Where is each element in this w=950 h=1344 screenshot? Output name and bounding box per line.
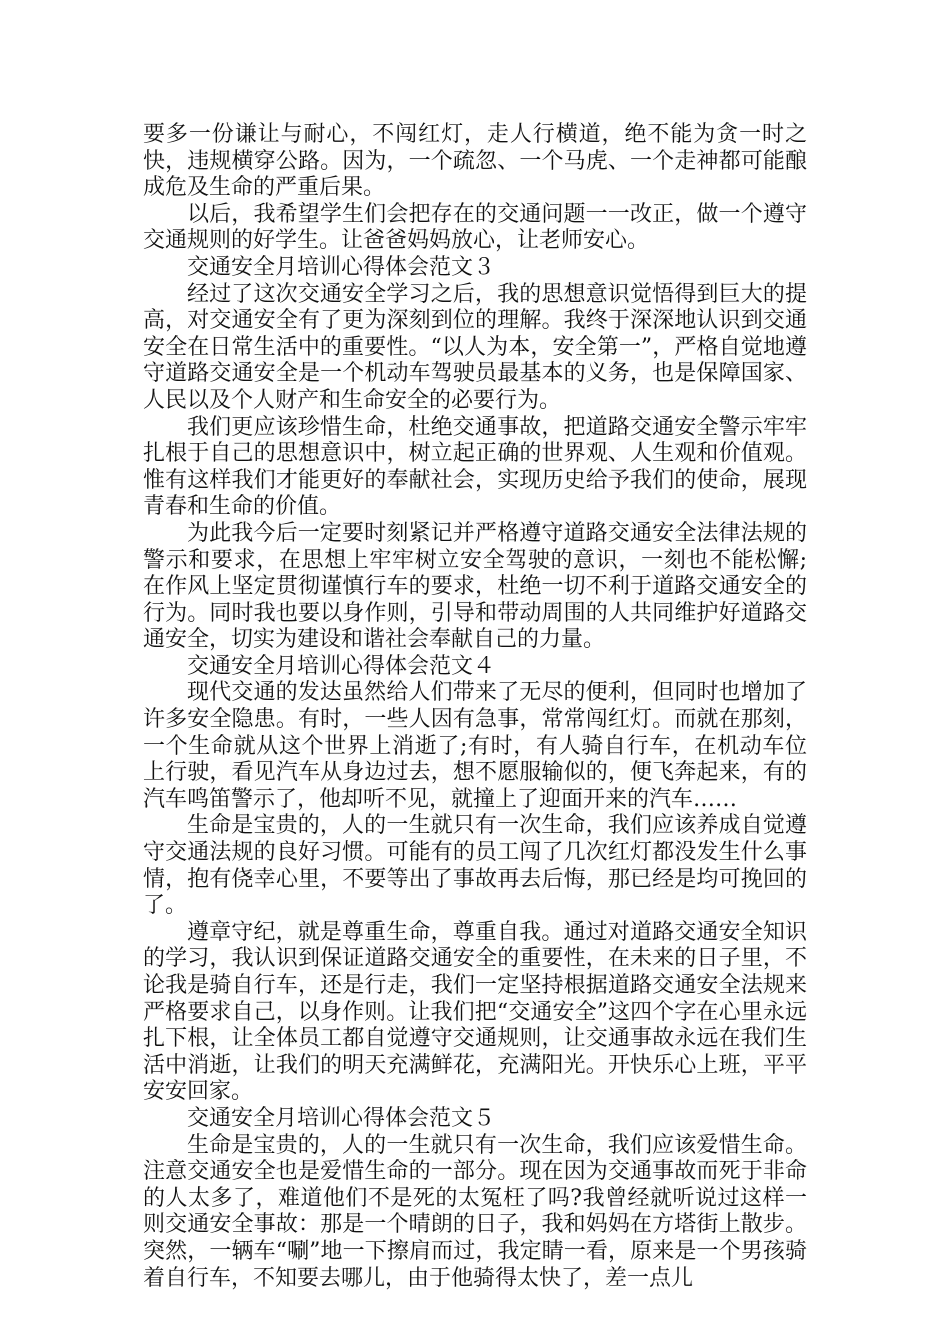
paragraph: 生命是宝贵的，人的一生就只有一次生命，我们应该爱惜生命。注意交通安全也是爱惜生命的一部分。现在因为交通事故而死于非命的人太多了，难道他们不是死的太冤枉了吗?我曾经就听说过这样一则交通安全事故：那是一个晴朗的日子，我和妈妈在方塔街上散步。突然，一辆车“唰”地一下擦肩而过，我定睛一看，原来是一个男孩骑着自行车，不知要去哪儿，由于他骑得太快了，差一点儿 <box>143 1132 807 1291</box>
paragraph: 经过了这次交通安全学习之后，我的思想意识觉悟得到巨大的提高，对交通安全有了更为深刻到位的理解。我终于深深地认识到交通安全在日常生活中的重要性。“以人为本，安全第一”，严格自觉地遵守道路交通安全是一个机动车驾驶员最基本的义务，也是保障国家、人民以及个人财产和生命安全的必要行为。 <box>143 281 807 413</box>
section-heading: 交通安全月培训心得体会范文３ <box>187 254 496 280</box>
paragraph: 为此我今后一定要时刻紧记并严格遵守道路交通安全法律法规的警示和要求，在思想上牢牢树立安全驾驶的意识，一刻也不能松懈;在作风上坚定贯彻谨慎行车的要求，杜绝一切不利于道路交通安全的行为。同时我也要以身作则，引导和带动周围的人共同维护好道路交通安全，切实为建设和谐社会奉献自己的力量。 <box>143 520 807 653</box>
paragraph: 生命是宝贵的，人的一生就只有一次生命，我们应该养成自觉遵守交通法规的良好习惯。可能有的员工闯了几次红灯都没发生什么事情，抱有侥幸心里，不要等出了事故再去后悔，那已经是均可挽回的了。 <box>143 813 807 919</box>
paragraph: 现代交通的发达虽然给人们带来了无尽的便利，但同时也增加了许多安全隐患。有时，一些人因有急事，常常闯红灯。而就在那刻，一个生命就从这个世界上消逝了;有时，有人骑自行车，在机动车位上行驶，看见汽车从身边过去，想不愿服输似的，便飞奔起来，有的汽车鸣笛警示了，他却听不见，就撞上了迎面开来的汽车…… <box>143 680 807 812</box>
paragraph: 我们更应该珍惜生命，杜绝交通事故，把道路交通安全警示牢牢扎根于自己的思想意识中，树立起正确的世界观、人生观和价值观。惟有这样我们才能更好的奉献社会，实现历史给予我们的使命，展现青春和生命的价值。 <box>143 414 807 520</box>
paragraph: 要多一份谦让与耐心，不闯红灯，走人行横道，绝不能为贪一时之快，违规横穿公路。因为，一个疏忽、一个马虎、一个走神都可能酿成危及生命的严重后果。 <box>143 122 807 201</box>
paragraph: 以后，我希望学生们会把存在的交通问题一一改正，做一个遵守交通规则的好学生。让爸爸妈妈放心，让老师安心。 <box>143 201 807 254</box>
document-page <box>143 122 807 1292</box>
section-heading: 交通安全月培训心得体会范文４ <box>187 653 496 679</box>
section-heading: 交通安全月培训心得体会范文５ <box>187 1105 496 1131</box>
paragraph: 遵章守纪，就是尊重生命，尊重自我。通过对道路交通安全知识的学习，我认识到保证道路交通安全的重要性，在未来的日子里，不论我是骑自行车，还是行走，我们一定坚持根据道路交通安全法规来严格要求自己，以身作则。让我们把“交通安全”这四个字在心里永远扎下根，让全体员工都自觉遵守交通规则，让交通事故永远在我们生活中消逝，让我们的明天充满鲜花，充满阳光。开快乐心上班，平平安安回家。 <box>143 919 807 1105</box>
